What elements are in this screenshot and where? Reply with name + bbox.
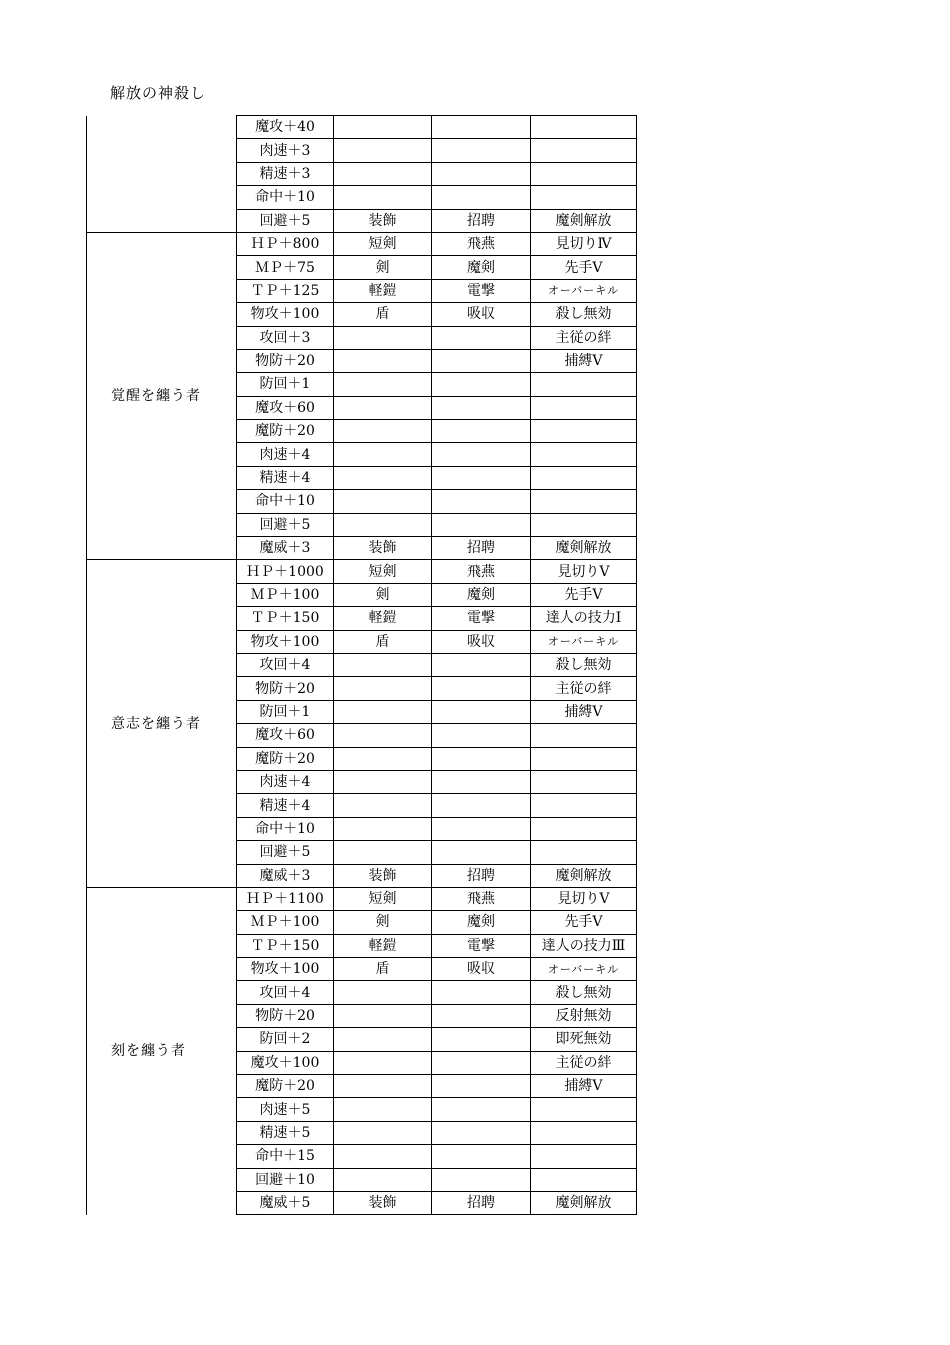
ability-cell	[531, 490, 637, 513]
ability-cell: 捕縛Ⅴ	[531, 349, 637, 372]
skill-cell	[432, 794, 531, 817]
skill-cell	[432, 1051, 531, 1074]
stat-cell: ＴＰ＋150	[237, 934, 334, 957]
weapon-cell	[334, 396, 432, 419]
ability-cell	[531, 420, 637, 443]
skill-cell	[432, 1121, 531, 1144]
skill-cell	[432, 677, 531, 700]
stat-cell: 回避＋5	[237, 513, 334, 536]
stat-cell: ＨＰ＋1000	[237, 560, 334, 583]
weapon-cell: 軽鎧	[334, 934, 432, 957]
weapon-cell: 装飾	[334, 864, 432, 887]
weapon-cell	[334, 841, 432, 864]
weapon-cell	[334, 116, 432, 139]
page-title: 解放の神殺し	[110, 84, 207, 102]
stat-cell: 魔威＋5	[237, 1191, 334, 1214]
stat-cell: 命中＋10	[237, 490, 334, 513]
ability-cell	[531, 513, 637, 536]
weapon-cell	[334, 1075, 432, 1098]
ability-cell: 主従の絆	[531, 677, 637, 700]
ability-cell: 見切りⅤ	[531, 887, 637, 910]
skill-cell	[432, 1145, 531, 1168]
ability-cell	[531, 396, 637, 419]
weapon-cell	[334, 1051, 432, 1074]
skill-cell	[432, 373, 531, 396]
weapon-cell	[334, 1168, 432, 1191]
weapon-cell: 短剣	[334, 887, 432, 910]
group-name: 覚醒を纏う者	[87, 232, 237, 559]
ability-cell: 反射無効	[531, 1004, 637, 1027]
weapon-cell	[334, 677, 432, 700]
stat-cell: 魔防＋20	[237, 420, 334, 443]
ability-cell	[531, 1145, 637, 1168]
skill-cell	[432, 653, 531, 676]
skill-cell	[432, 1168, 531, 1191]
weapon-cell	[334, 513, 432, 536]
weapon-cell	[334, 466, 432, 489]
stat-cell: 命中＋10	[237, 817, 334, 840]
ability-cell: 先手Ⅴ	[531, 256, 637, 279]
ability-cell: 即死無効	[531, 1028, 637, 1051]
stat-cell: 物攻＋100	[237, 630, 334, 653]
ability-cell: 捕縛Ⅴ	[531, 700, 637, 723]
weapon-cell	[334, 139, 432, 162]
ability-cell: 魔剣解放	[531, 537, 637, 560]
skill-cell	[432, 817, 531, 840]
stat-cell: 回避＋10	[237, 1168, 334, 1191]
ability-cell	[531, 186, 637, 209]
skill-cell	[432, 747, 531, 770]
ability-cell: 達人の技力Ⅲ	[531, 934, 637, 957]
weapon-cell: 剣	[334, 911, 432, 934]
ability-cell	[531, 841, 637, 864]
stat-cell: 肉速＋5	[237, 1098, 334, 1121]
skill-table	[86, 115, 637, 1215]
ability-cell	[531, 1098, 637, 1121]
ability-cell	[531, 1121, 637, 1144]
ability-cell	[531, 770, 637, 793]
weapon-cell: 装飾	[334, 209, 432, 232]
weapon-cell	[334, 443, 432, 466]
weapon-cell: 盾	[334, 303, 432, 326]
weapon-cell	[334, 349, 432, 372]
stat-cell: 魔威＋3	[237, 537, 334, 560]
weapon-cell	[334, 420, 432, 443]
skill-cell: 吸収	[432, 303, 531, 326]
weapon-cell	[334, 162, 432, 185]
ability-cell: オーバーキル	[531, 279, 637, 302]
stat-cell: 物攻＋100	[237, 303, 334, 326]
weapon-cell	[334, 724, 432, 747]
table-row	[87, 232, 637, 255]
stat-cell: 回避＋5	[237, 209, 334, 232]
ability-cell: 見切りⅣ	[531, 232, 637, 255]
ability-cell: オーバーキル	[531, 630, 637, 653]
group-name: 刻を纏う者	[87, 887, 237, 1214]
weapon-cell	[334, 490, 432, 513]
weapon-cell	[334, 653, 432, 676]
ability-cell	[531, 817, 637, 840]
stat-cell: 魔攻＋60	[237, 724, 334, 747]
skill-cell	[432, 396, 531, 419]
weapon-cell: 短剣	[334, 232, 432, 255]
weapon-cell	[334, 326, 432, 349]
stat-cell: 魔攻＋40	[237, 116, 334, 139]
group-name	[87, 116, 237, 233]
weapon-cell	[334, 1004, 432, 1027]
ability-cell	[531, 139, 637, 162]
skill-cell: 魔剣	[432, 256, 531, 279]
ability-cell	[531, 443, 637, 466]
skill-cell: 吸収	[432, 958, 531, 981]
ability-cell: 見切りⅤ	[531, 560, 637, 583]
stat-cell: ＭＰ＋100	[237, 911, 334, 934]
stat-cell: ＭＰ＋100	[237, 583, 334, 606]
skill-cell	[432, 724, 531, 747]
skill-cell	[432, 770, 531, 793]
skill-cell	[432, 981, 531, 1004]
ability-cell: 捕縛Ⅴ	[531, 1075, 637, 1098]
ability-cell	[531, 794, 637, 817]
weapon-cell: 剣	[334, 583, 432, 606]
ability-cell: 主従の絆	[531, 326, 637, 349]
stat-cell: 魔威＋3	[237, 864, 334, 887]
stat-cell: ＴＰ＋125	[237, 279, 334, 302]
weapon-cell: 軽鎧	[334, 607, 432, 630]
skill-cell	[432, 443, 531, 466]
skill-cell: 電撃	[432, 607, 531, 630]
ability-cell: 主従の絆	[531, 1051, 637, 1074]
stat-cell: ＨＰ＋800	[237, 232, 334, 255]
skill-cell	[432, 513, 531, 536]
stat-cell: 物攻＋100	[237, 958, 334, 981]
ability-cell	[531, 116, 637, 139]
ability-cell: 先手Ⅴ	[531, 583, 637, 606]
stat-cell: 防回＋1	[237, 700, 334, 723]
group-name: 意志を纏う者	[87, 560, 237, 887]
stat-cell: 物防＋20	[237, 1004, 334, 1027]
stat-cell: 肉速＋4	[237, 443, 334, 466]
skill-cell	[432, 841, 531, 864]
skill-cell: 飛燕	[432, 560, 531, 583]
weapon-cell: 短剣	[334, 560, 432, 583]
stat-cell: 防回＋1	[237, 373, 334, 396]
ability-cell: オーバーキル	[531, 958, 637, 981]
stat-cell: 物防＋20	[237, 349, 334, 372]
stat-cell: 攻回＋4	[237, 653, 334, 676]
skill-cell	[432, 162, 531, 185]
ability-cell	[531, 724, 637, 747]
ability-cell: 殺し無効	[531, 653, 637, 676]
weapon-cell	[334, 1145, 432, 1168]
weapon-cell	[334, 1098, 432, 1121]
ability-cell: 殺し無効	[531, 303, 637, 326]
weapon-cell: 装飾	[334, 537, 432, 560]
stat-cell: 攻回＋4	[237, 981, 334, 1004]
stat-cell: 回避＋5	[237, 841, 334, 864]
weapon-cell	[334, 1028, 432, 1051]
skill-cell	[432, 349, 531, 372]
skill-cell: 電撃	[432, 279, 531, 302]
skill-cell: 招聘	[432, 209, 531, 232]
ability-cell: 先手Ⅴ	[531, 911, 637, 934]
table-row	[87, 560, 637, 583]
skill-cell	[432, 1098, 531, 1121]
skill-cell	[432, 466, 531, 489]
stat-cell: 肉速＋4	[237, 770, 334, 793]
weapon-cell	[334, 700, 432, 723]
weapon-cell	[334, 794, 432, 817]
stat-cell: 魔防＋20	[237, 747, 334, 770]
stat-cell: 魔攻＋100	[237, 1051, 334, 1074]
skill-cell: 魔剣	[432, 911, 531, 934]
skill-cell	[432, 1028, 531, 1051]
stat-cell: ＨＰ＋1100	[237, 887, 334, 910]
weapon-cell: 軽鎧	[334, 279, 432, 302]
weapon-cell	[334, 1121, 432, 1144]
skill-cell: 飛燕	[432, 887, 531, 910]
skill-cell	[432, 186, 531, 209]
weapon-cell	[334, 747, 432, 770]
stat-cell: 魔攻＋60	[237, 396, 334, 419]
ability-cell	[531, 747, 637, 770]
skill-cell	[432, 700, 531, 723]
ability-cell: 達人の技力Ⅰ	[531, 607, 637, 630]
skill-cell	[432, 420, 531, 443]
stat-cell: 精速＋3	[237, 162, 334, 185]
skill-cell: 招聘	[432, 1191, 531, 1214]
stat-cell: 防回＋2	[237, 1028, 334, 1051]
stat-cell: 魔防＋20	[237, 1075, 334, 1098]
table-row	[87, 887, 637, 910]
ability-cell: 魔剣解放	[531, 209, 637, 232]
weapon-cell: 剣	[334, 256, 432, 279]
stat-cell: ＭＰ＋75	[237, 256, 334, 279]
table-row	[87, 116, 637, 139]
weapon-cell	[334, 770, 432, 793]
skill-cell	[432, 139, 531, 162]
weapon-cell: 盾	[334, 630, 432, 653]
ability-cell	[531, 162, 637, 185]
weapon-cell	[334, 817, 432, 840]
stat-cell: 攻回＋3	[237, 326, 334, 349]
skill-cell: 魔剣	[432, 583, 531, 606]
ability-cell	[531, 373, 637, 396]
weapon-cell	[334, 373, 432, 396]
skill-cell	[432, 490, 531, 513]
ability-cell	[531, 1168, 637, 1191]
stat-cell: 物防＋20	[237, 677, 334, 700]
skill-cell: 電撃	[432, 934, 531, 957]
ability-cell: 魔剣解放	[531, 864, 637, 887]
skill-cell: 吸収	[432, 630, 531, 653]
skill-cell: 招聘	[432, 864, 531, 887]
weapon-cell	[334, 186, 432, 209]
stat-cell: 精速＋5	[237, 1121, 334, 1144]
skill-cell	[432, 1075, 531, 1098]
weapon-cell: 装飾	[334, 1191, 432, 1214]
weapon-cell: 盾	[334, 958, 432, 981]
stat-cell: 肉速＋3	[237, 139, 334, 162]
skill-cell	[432, 116, 531, 139]
stat-cell: 精速＋4	[237, 794, 334, 817]
skill-cell	[432, 1004, 531, 1027]
ability-cell	[531, 466, 637, 489]
ability-cell: 魔剣解放	[531, 1191, 637, 1214]
skill-cell	[432, 326, 531, 349]
skill-cell: 招聘	[432, 537, 531, 560]
stat-cell: 精速＋4	[237, 466, 334, 489]
skill-cell: 飛燕	[432, 232, 531, 255]
stat-cell: 命中＋10	[237, 186, 334, 209]
ability-cell: 殺し無効	[531, 981, 637, 1004]
weapon-cell	[334, 981, 432, 1004]
stat-cell: ＴＰ＋150	[237, 607, 334, 630]
stat-cell: 命中＋15	[237, 1145, 334, 1168]
